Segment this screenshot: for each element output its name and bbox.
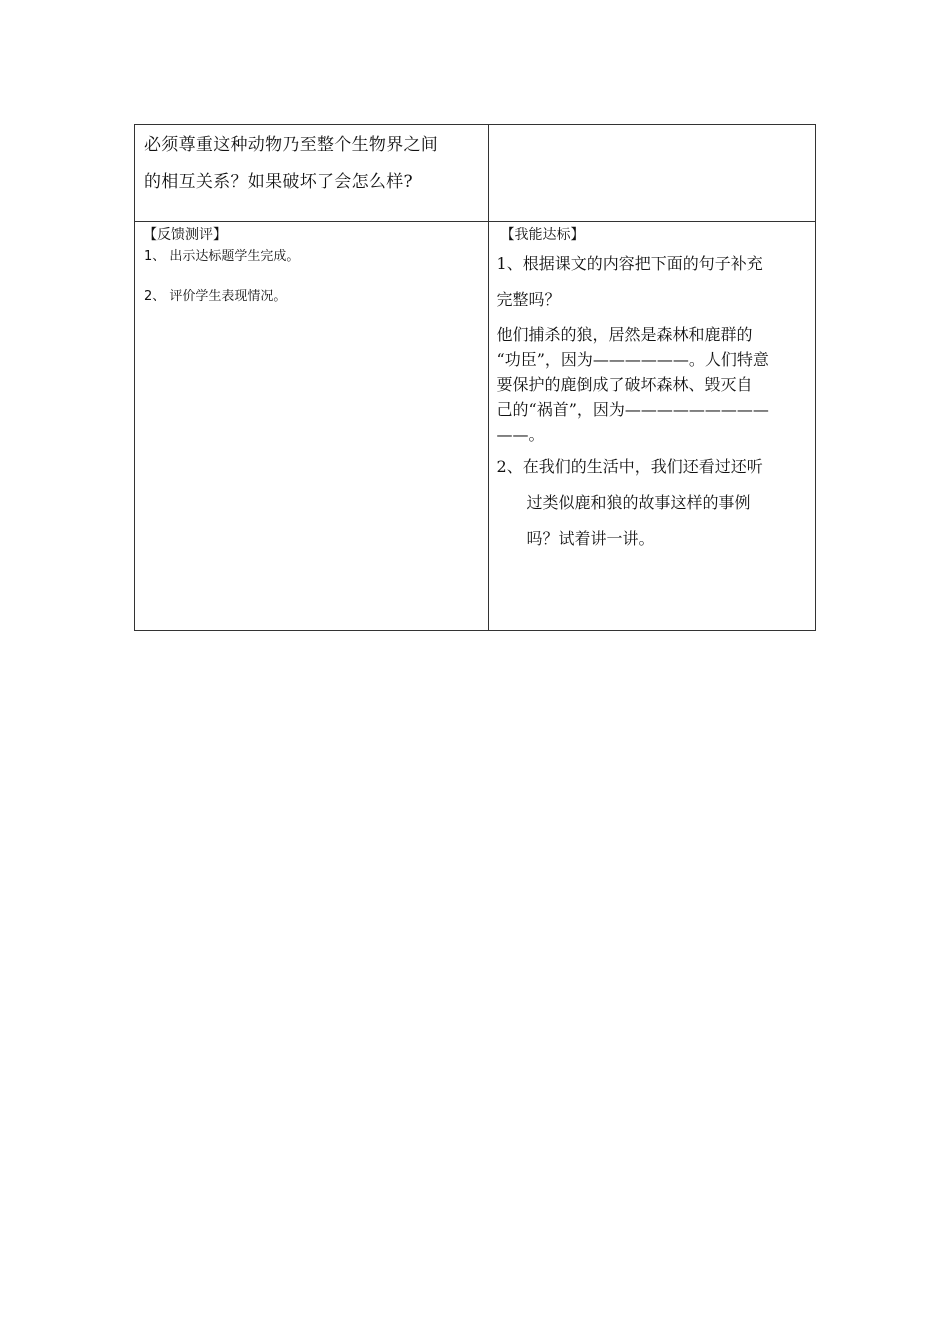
discussion-question bbox=[135, 125, 488, 201]
exercise-2-line: 过类似鹿和狼的故事这样的事例 bbox=[526, 493, 751, 512]
question-line: 必须尊重这种动物乃至整个生物界之间 bbox=[144, 135, 439, 155]
question-cell bbox=[135, 125, 489, 222]
table-row bbox=[135, 222, 816, 631]
feedback-item: 1、 出示达标题学生完成。 bbox=[144, 249, 300, 264]
fill-blank-line: 他们捕杀的狼，居然是森林和鹿群的 bbox=[496, 325, 753, 344]
empty-cell bbox=[488, 125, 815, 222]
exercise-1-line: 完整吗？ bbox=[496, 290, 561, 309]
table-row bbox=[135, 125, 816, 222]
fill-blank-line: 要保护的鹿倒成了破坏森林、毁灭自 bbox=[496, 375, 753, 394]
exercise-2-line: 吗？试着讲一讲。 bbox=[526, 529, 655, 548]
goal-title: 【我能达标】 bbox=[500, 227, 585, 243]
feedback-item: 2、 评价学生表现情况。 bbox=[144, 289, 287, 304]
goal-cell bbox=[488, 222, 815, 631]
exercise-2-line: 2、在我们的生活中，我们还看过还听 bbox=[496, 457, 763, 476]
fill-blank-line: 己的“祸首”，因为————————— bbox=[496, 400, 769, 419]
feedback-cell bbox=[135, 222, 489, 631]
exercise-1-line: 1、根据课文的内容把下面的句子补充 bbox=[496, 254, 763, 273]
fill-blank-line: ——。 bbox=[496, 425, 545, 444]
fill-blank-line: “功臣”，因为——————。人们特意 bbox=[496, 350, 769, 369]
lesson-table bbox=[134, 124, 816, 631]
question-line: 的相互关系？如果破坏了会怎么样? bbox=[144, 172, 413, 192]
feedback-title: 【反馈测评】 bbox=[143, 227, 227, 243]
